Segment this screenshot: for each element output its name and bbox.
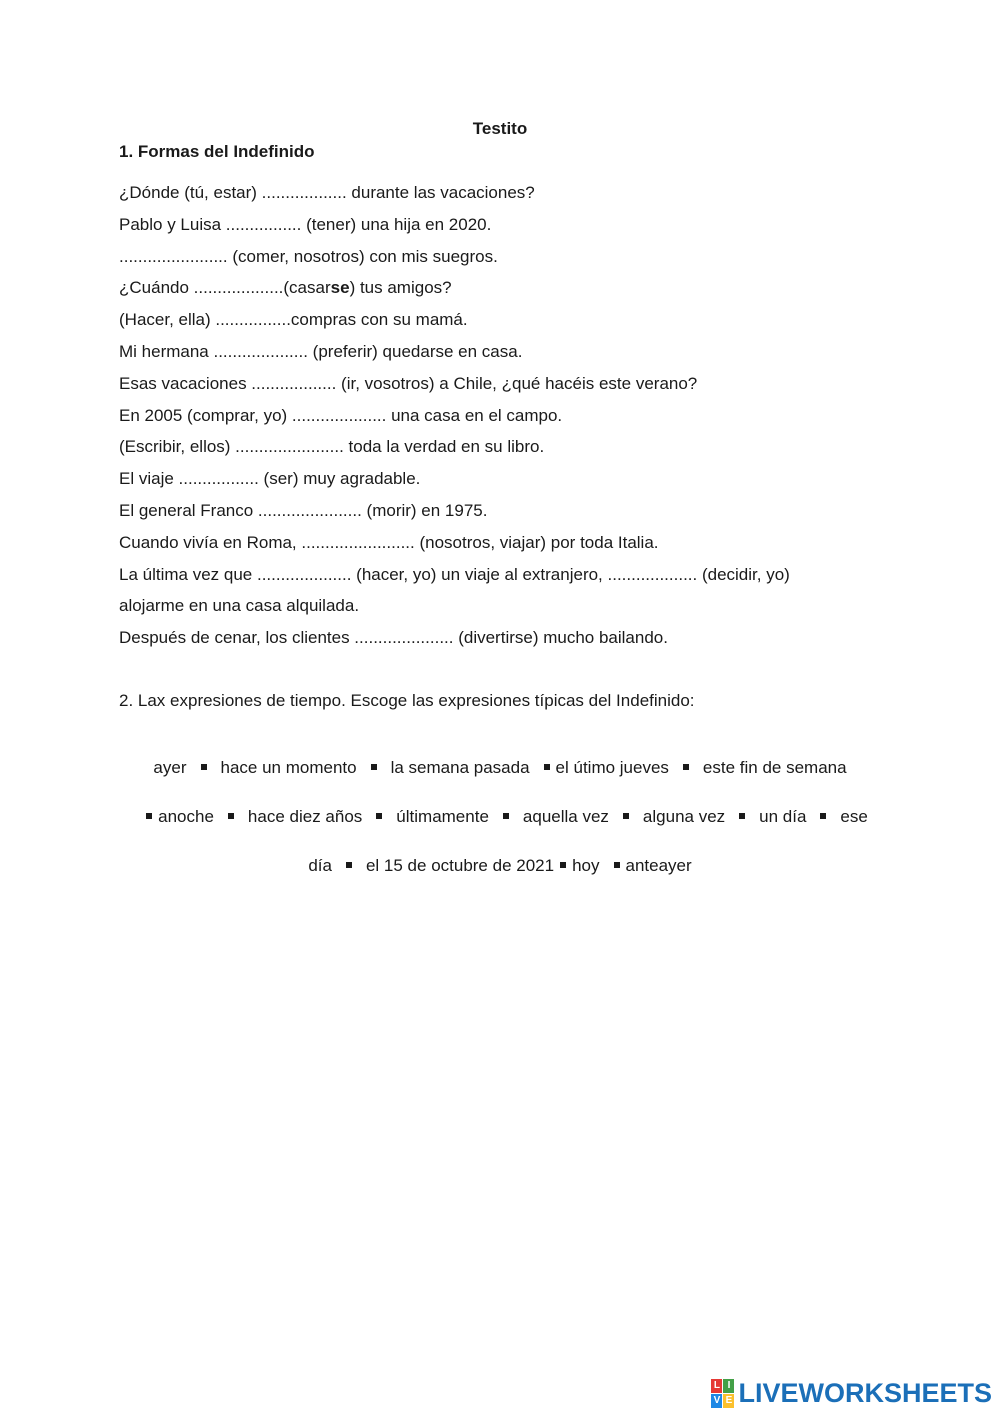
expression-item: anteayer xyxy=(625,856,692,875)
expression-item: últimamente xyxy=(396,807,489,826)
bullet-icon xyxy=(739,813,745,819)
bullet-icon xyxy=(376,813,382,819)
expression-item: la semana pasada xyxy=(390,758,530,777)
expression-item: anoche xyxy=(158,807,214,826)
exercise-line-bold: se xyxy=(330,278,350,298)
exercise-line: Mi hermana .................... (preferir) quedarse en casa. xyxy=(119,341,523,361)
exercise-line: ¿Dónde (tú, estar) .................. durante las vacaciones? xyxy=(119,183,535,202)
exercise-line-end: ) tus amigos? xyxy=(349,278,452,298)
exercise-line: Después de cenar, los clientes ..................... (divertirse) mucho bailando. xyxy=(119,628,668,648)
logo-letter: E xyxy=(723,1394,734,1408)
logo-text: LIVEWORKSHEETS xyxy=(738,1378,992,1408)
exercise-line: ....................... (comer, nosotros) con mis suegros. xyxy=(119,246,498,266)
section-2-heading: 2. Lax expresiones de tiempo. Escoge las expresiones típicas del Indefinido: xyxy=(119,691,695,710)
bullet-icon xyxy=(560,862,566,868)
exercise-line: (Escribir, ellos) ....................... toda la verdad en su libro. xyxy=(119,437,545,457)
bullet-icon xyxy=(544,764,550,770)
expression-item: alguna vez xyxy=(642,807,726,826)
exercise-line: alojarme en una casa alquilada. xyxy=(119,596,360,616)
exercise-1-list xyxy=(119,181,879,658)
liveworksheets-logo xyxy=(711,1378,992,1409)
section-1-heading: 1. Formas del Indefinido xyxy=(119,142,315,161)
bullet-icon xyxy=(371,764,377,770)
expression-item: un día xyxy=(759,807,807,826)
expression-row xyxy=(0,758,1000,778)
expression-item: hoy xyxy=(572,856,600,875)
expression-item: el 15 de octubre de 2021 xyxy=(365,856,555,875)
exercise-line: (Hacer, ella) ................compras con su mamá. xyxy=(119,310,468,330)
logo-mark-icon xyxy=(711,1379,734,1408)
exercise-line: Pablo y Luisa ................ (tener) una hija en 2020. xyxy=(119,214,492,234)
bullet-icon xyxy=(503,813,509,819)
expression-item: ese xyxy=(840,807,868,826)
exercise-line: Esas vacaciones .................. (ir, vosotros) a Chile, ¿qué hacéis este verano? xyxy=(119,373,698,393)
expression-row xyxy=(0,807,1000,827)
exercise-line: La última vez que .................... (hacer, yo) un viaje al extranjero, ................... (decidir, yo) xyxy=(119,564,790,584)
exercise-line: Cuando vivía en Roma, ........................ (nosotros, viajar) por toda Italia. xyxy=(119,532,659,552)
bullet-icon xyxy=(683,764,689,770)
bullet-icon xyxy=(346,862,352,868)
bullet-icon xyxy=(614,862,620,868)
exercise-line: El viaje ................. (ser) muy agradable. xyxy=(119,469,421,489)
expression-item: ayer xyxy=(153,758,187,777)
exercise-line xyxy=(119,276,879,308)
bullet-icon xyxy=(228,813,234,819)
bullet-icon xyxy=(146,813,152,819)
expression-item: hace diez años xyxy=(247,807,363,826)
exercise-line: En 2005 (comprar, yo) .................... una casa en el campo. xyxy=(119,405,563,425)
exercise-line: El general Franco ...................... (morir) en 1975. xyxy=(119,500,488,520)
logo-letter: I xyxy=(723,1379,734,1393)
bullet-icon xyxy=(623,813,629,819)
bullet-icon xyxy=(201,764,207,770)
expression-item: día xyxy=(308,856,332,875)
bullet-icon xyxy=(820,813,826,819)
logo-letter: V xyxy=(711,1394,722,1408)
expression-row xyxy=(0,856,1000,876)
expression-item: este fin de semana xyxy=(702,758,847,777)
expression-item: el útimo jueves xyxy=(555,758,669,777)
logo-letter: L xyxy=(711,1379,722,1393)
expression-item: hace un momento xyxy=(220,758,357,777)
exercise-line-start: ¿Cuándo ...................(casar xyxy=(119,278,331,298)
expression-item: aquella vez xyxy=(522,807,609,826)
worksheet-title: Testito xyxy=(472,119,528,138)
